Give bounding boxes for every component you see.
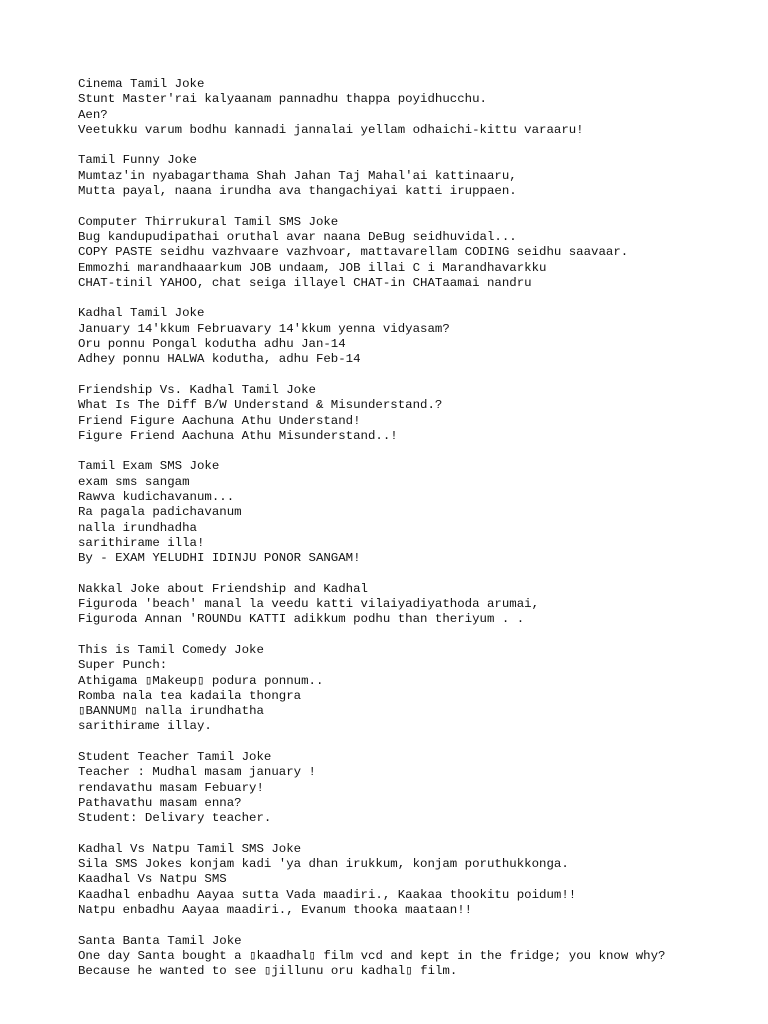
joke-section xyxy=(78,934,758,980)
joke-section xyxy=(78,842,758,918)
joke-line: January 14'kkum Februavary 14'kkum yenna vidyasam? xyxy=(78,321,450,336)
joke-line: Pathavathu masam enna? xyxy=(78,795,242,810)
joke-line: By - EXAM YELUDHI IDINJU PONOR SANGAM! xyxy=(78,551,361,566)
joke-section xyxy=(78,643,758,735)
joke-line: Natpu enbadhu Aayaa maadiri., Evanum thooka maataan!! xyxy=(78,903,473,918)
joke-title: Student Teacher Tamil Joke xyxy=(78,750,272,765)
joke-line: What Is The Diff B/W Understand & Misunderstand.? xyxy=(78,398,443,413)
joke-line: exam sms sangam xyxy=(78,474,190,489)
joke-section xyxy=(78,77,758,138)
joke-section xyxy=(78,215,758,291)
joke-line: Teacher : Mudhal masam january ! xyxy=(78,765,316,780)
joke-line: Sila SMS Jokes konjam kadi 'ya dhan irukkum, konjam poruthukkonga. xyxy=(78,857,569,872)
joke-line: sarithirame illay. xyxy=(78,719,212,734)
joke-title: Santa Banta Tamil Joke xyxy=(78,933,242,948)
joke-title: Friendship Vs. Kadhal Tamil Joke xyxy=(78,382,316,397)
joke-title: This is Tamil Comedy Joke xyxy=(78,642,264,657)
joke-line: Friend Figure Aachuna Athu Understand! xyxy=(78,413,361,428)
joke-line: Adhey ponnu HALWA kodutha, adhu Feb-14 xyxy=(78,352,361,367)
joke-line: Veetukku varum bodhu kannadi jannalai yellam odhaichi-kittu varaaru! xyxy=(78,122,584,137)
joke-title: Tamil Funny Joke xyxy=(78,153,197,168)
joke-title: Cinema Tamil Joke xyxy=(78,77,205,91)
joke-line: One day Santa bought a ▯kaadhal▯ film vcd and kept in the fridge; you know why? xyxy=(78,948,666,963)
joke-title: Tamil Exam SMS Joke xyxy=(78,459,220,474)
joke-line: Bug kandupudipathai oruthal avar naana DeBug seidhuvidal... xyxy=(78,229,517,244)
joke-section xyxy=(78,306,758,367)
joke-line: CHAT-tinil YAHOO, chat seiga illayel CHAT-in CHATaamai nandru xyxy=(78,275,532,290)
joke-section xyxy=(78,582,758,628)
joke-line: Because he wanted to see ▯jillunu oru kadhal▯ film. xyxy=(78,964,458,979)
joke-title: Nakkal Joke about Friendship and Kadhal xyxy=(78,581,368,596)
joke-line: Mutta payal, naana irundha ava thangachiyai katti iruppaen. xyxy=(78,184,517,199)
joke-line: Aen? xyxy=(78,107,108,122)
joke-title: Computer Thirrukural Tamil SMS Joke xyxy=(78,214,339,229)
joke-title: Kadhal Tamil Joke xyxy=(78,306,205,321)
joke-line: Kaadhal Vs Natpu SMS xyxy=(78,872,227,887)
joke-line: Figuroda Annan 'ROUNDu KATTI adikkum podhu than theriyum . . xyxy=(78,612,525,627)
joke-section xyxy=(78,383,758,444)
joke-line: Student: Delivary teacher. xyxy=(78,811,272,826)
joke-section xyxy=(78,750,758,826)
joke-line: ▯BANNUM▯ nalla irundhatha xyxy=(78,704,264,719)
joke-line: Stunt Master'rai kalyaanam pannadhu thappa poyidhucchu. xyxy=(78,92,487,107)
joke-line: Kaadhal enbadhu Aayaa sutta Vada maadiri., Kaakaa thookitu poidum!! xyxy=(78,887,577,902)
joke-line: sarithirame illa! xyxy=(78,535,205,550)
joke-line: Athigama ▯Makeup▯ podura ponnum.. xyxy=(78,673,324,688)
joke-line: rendavathu masam Febuary! xyxy=(78,780,264,795)
joke-section xyxy=(78,459,758,566)
joke-line: Mumtaz'in nyabagarthama Shah Jahan Taj Mahal'ai kattinaaru, xyxy=(78,168,517,183)
joke-line: nalla irundhadha xyxy=(78,520,197,535)
document-body xyxy=(78,77,758,995)
joke-section xyxy=(78,153,758,199)
joke-line: Super Punch: xyxy=(78,658,168,673)
joke-line: Emmozhi marandhaaarkum JOB undaam, JOB illai C i Marandhavarkku xyxy=(78,260,547,275)
joke-line: Rawva kudichavanum... xyxy=(78,490,235,505)
joke-line: Figure Friend Aachuna Athu Misunderstand..! xyxy=(78,428,398,443)
joke-line: Ra pagala padichavanum xyxy=(78,505,242,520)
joke-title: Kadhal Vs Natpu Tamil SMS Joke xyxy=(78,841,302,856)
joke-line: COPY PASTE seidhu vazhvaare vazhvoar, mattavarellam CODING seidhu saavaar. xyxy=(78,245,629,260)
joke-line: Figuroda 'beach' manal la veedu katti vilaiyadiyathoda arumai, xyxy=(78,597,540,612)
joke-line: Romba nala tea kadaila thongra xyxy=(78,688,302,703)
joke-line: Oru ponnu Pongal kodutha adhu Jan-14 xyxy=(78,337,346,352)
